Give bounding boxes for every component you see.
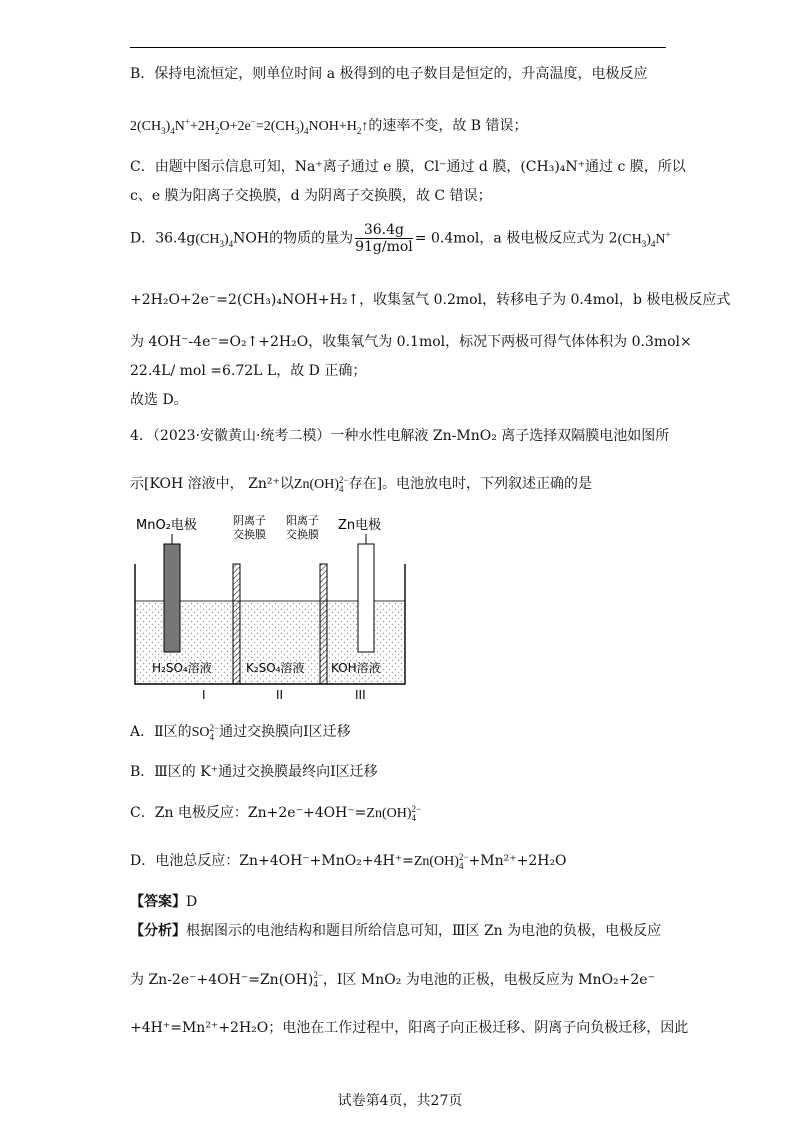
- fraction-denominator: 91g/mol: [355, 239, 413, 255]
- analysis-label: 【分析】: [130, 923, 186, 939]
- analysis-d-line4: 22.4L/ mol =6.72L L，故 D 正确；: [130, 363, 367, 379]
- analysis-d-line1: D．$36.4g(CH_3)_4NOH$的物质的量为 $\frac{36.4g}{\text{91g/mol}}$ = 0.4mol，a 极电极反应式为 $2(CH_3)_4N^+$: [130, 222, 671, 255]
- option-b: B．Ⅲ区的 K⁺通过交换膜最终向Ⅰ区迁移: [130, 764, 378, 780]
- battery-diagram: [130, 512, 410, 702]
- option-a-text: A．Ⅱ区的: [130, 724, 192, 740]
- solution-1-label: H₂SO₄溶液: [152, 661, 212, 675]
- analysis-line2a: 为 Zn-2e⁻+4OH⁻=Zn(OH): [130, 972, 314, 988]
- top-rule: [130, 47, 666, 48]
- zone-1-label: I: [202, 688, 206, 702]
- analysis-d-mid: NOH的物质的量为: [233, 230, 354, 247]
- zn-label: Zn电极: [338, 518, 382, 533]
- question4-line1: 4．（2023·安徽黄山·统考二模）一种水性电解液 Zn-MnO₂ 离子选择双隔膜电池如图所: [130, 428, 670, 444]
- option-a-tail: 通过交换膜向Ⅰ区迁移: [219, 724, 351, 740]
- option-d-tail: +Mn²⁺+2H₂O: [468, 853, 567, 869]
- analysis-line1-text: 根据图示的电池结构和题目所给信息可知，Ⅲ区 Zn 为电池的负极，电极反应: [186, 923, 662, 939]
- analysis-d-after: = 0.4mol，a 极电极反应式为 2: [414, 230, 618, 247]
- zone-2-label: II: [276, 688, 284, 702]
- cation-membrane: [320, 564, 327, 684]
- page-footer: 试卷第4页，共27页: [337, 1093, 463, 1109]
- anion-membrane: [233, 564, 240, 684]
- answer-value: D: [186, 894, 198, 910]
- mno2-electrode: [164, 544, 180, 652]
- analysis-line3: +4H⁺=Mn²⁺+2H₂O；电池在工作过程中，阳离子向正极迁移、阴离子向负极迁移，因此: [130, 1020, 689, 1036]
- analysis-d-line3: 为 4OH⁻-4e⁻=O₂↑+2H₂O，收集氧气为 0.1mol，标况下两极可得气体体积为 0.3mol×: [130, 334, 692, 350]
- option-d: D．电池总反应：Zn+4OH⁻+MnO₂+4H⁺=Zn(OH) 2− 4 +Mn²⁺+2H₂O: [130, 851, 567, 871]
- analysis-line2: 为 Zn-2e⁻+4OH⁻=Zn(OH) 2− 4 ，Ⅰ区 MnO₂ 为电池的正极，电极反应为 MnO₂+2e⁻: [130, 970, 655, 989]
- zn-electrode: [358, 544, 374, 652]
- solution-2-label: K₂SO₄溶液: [246, 661, 305, 675]
- anion-membrane-label-2: 交换膜: [233, 528, 266, 541]
- option-d-text: D．电池总反应：Zn+4OH⁻+MnO₂+4H⁺=: [130, 853, 414, 869]
- option-c: C．Zn 电极反应：Zn+2e⁻+4OH⁻=Zn(OH) 2− 4: [130, 803, 422, 823]
- solution-3-label: KOH溶液: [331, 661, 381, 675]
- analysis-b-line1: B．保持电流恒定，则单位时间 a 极得到的电子数目是恒定的，升高温度，电极反应: [130, 66, 648, 82]
- option-c-text: C．Zn 电极反应：Zn+2e⁻+4OH⁻=: [130, 805, 367, 821]
- answer-line: [130, 892, 197, 912]
- analysis-b-line2: $2(CH_3)_4N^++2H_2O+2e^-=2(CH_3)_4NOH+H_2↑$的速率不变，故 B 错误；: [130, 116, 528, 136]
- cation-membrane-label-1: 阳离子: [286, 514, 319, 527]
- analysis-c-line2: c、e 膜为阳离子交换膜，d 为阴离子交换膜，故 C 错误；: [130, 188, 492, 204]
- analysis-d-line2: +2H₂O+2e⁻=2(CH₃)₄NOH+H₂↑，收集氢气 0.2mol，转移电子为 0.4mol，b 极电极反应式: [130, 292, 731, 308]
- molar-fraction: [355, 222, 413, 255]
- fraction-numerator: 36.4g: [355, 222, 413, 239]
- analysis-c-line1: C．由题中图示信息可知，Na⁺离子通过 e 膜，Cl⁻通过 d 膜，(CH₃)₄N⁺通过 c 膜，所以: [130, 159, 686, 175]
- question4-line2: 示[KOH 溶液中， Zn²⁺以Zn(OH) 2− 4 存在]。电池放电时，下列叙述正确的是: [130, 474, 593, 494]
- analysis-line2b: ，Ⅰ区 MnO₂ 为电池的正极，电极反应为 MnO₂+2e⁻: [322, 972, 655, 988]
- zone-3-label: III: [355, 688, 366, 702]
- cation-membrane-label-2: 交换膜: [286, 528, 319, 541]
- question4-line2b: 存在]。电池放电时，下列叙述正确的是: [348, 476, 593, 492]
- answer-label: 【答案】: [130, 894, 186, 910]
- analysis-b-tail: 的速率不变，故 B 错误；: [368, 118, 528, 134]
- analysis-line1: [130, 921, 661, 941]
- analysis-d-prefix: D．36.4g: [130, 230, 196, 247]
- anion-membrane-label-1: 阴离子: [233, 514, 266, 527]
- question4-line2a: 示[KOH 溶液中， Zn²⁺以: [130, 476, 294, 492]
- mno2-label: MnO₂电极: [136, 518, 197, 533]
- analysis-d-line5: 故选 D。: [130, 392, 188, 408]
- option-a: A．Ⅱ区的SO 2− 4 通过交换膜向Ⅰ区迁移: [130, 722, 351, 742]
